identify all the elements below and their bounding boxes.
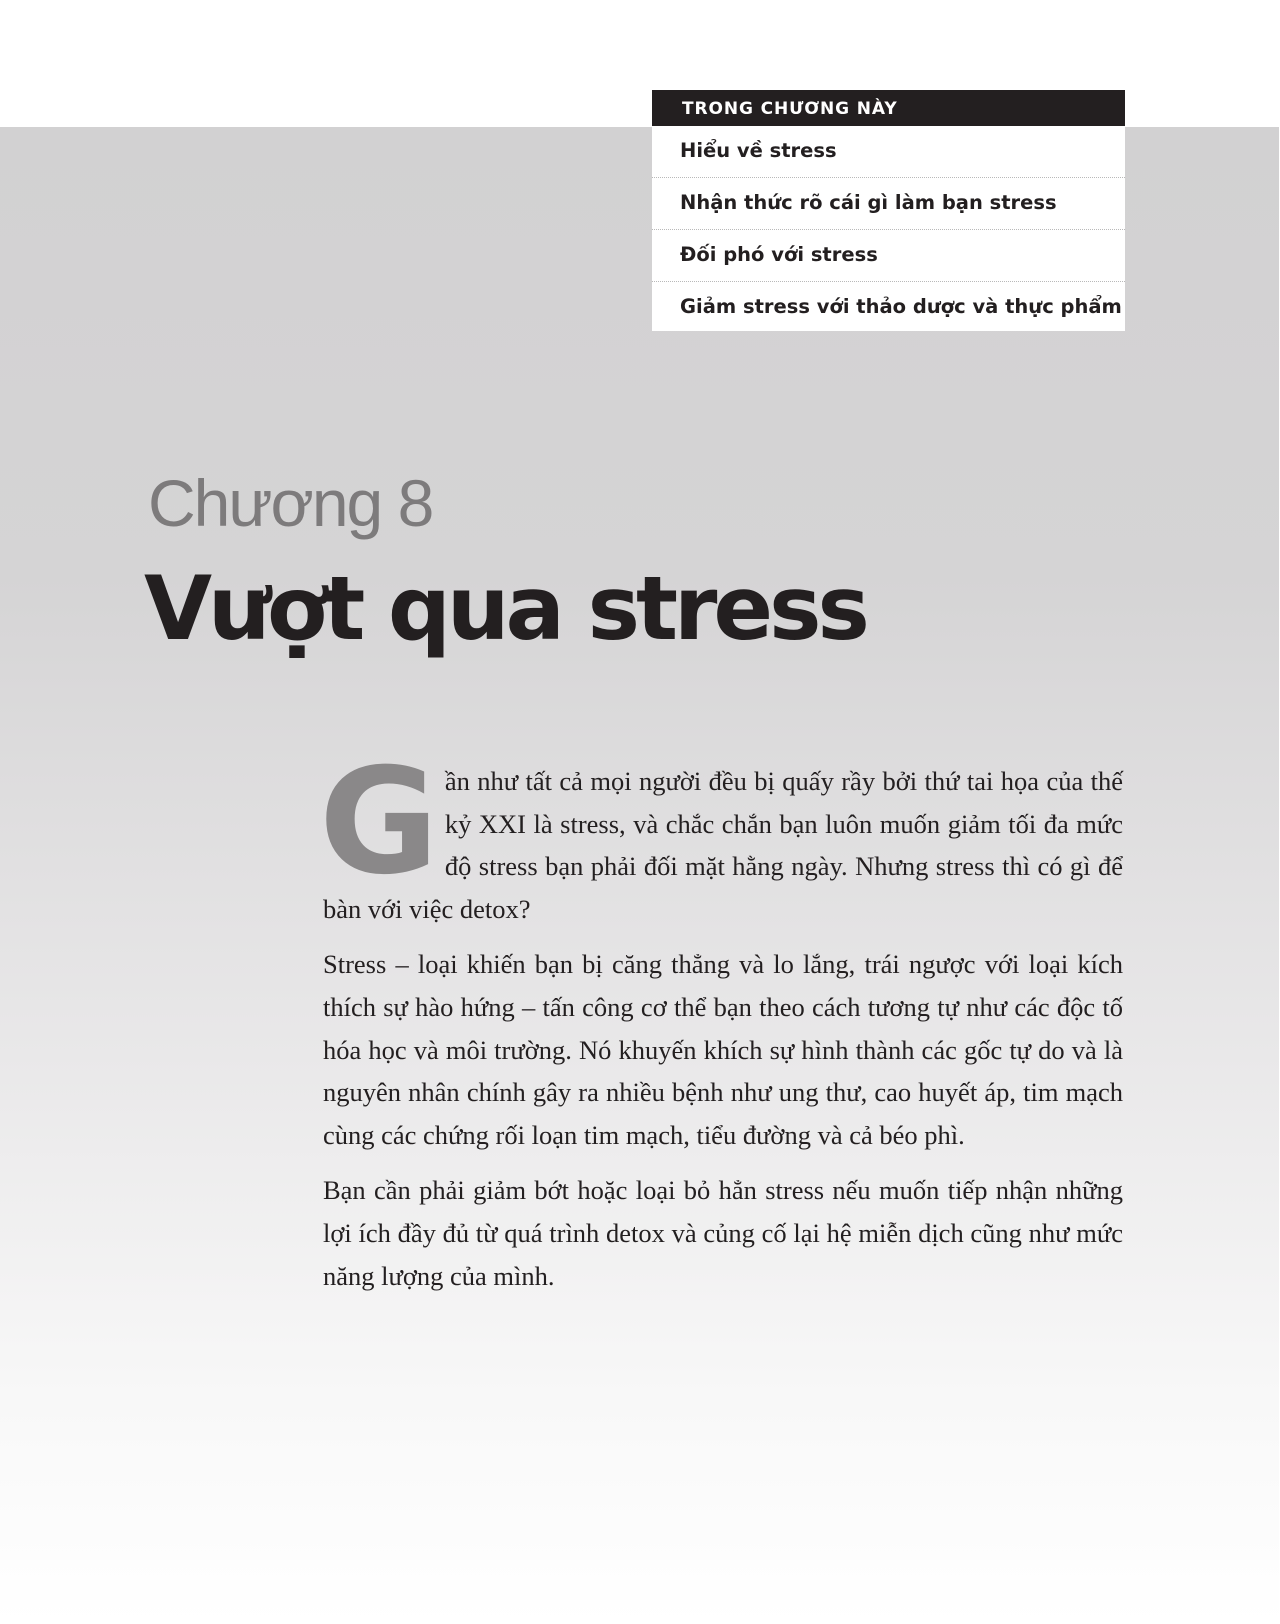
chapter-topic-item: Đối phó với stress [652, 230, 1125, 282]
chapter-title: Vượt qua stress [144, 557, 866, 660]
paragraph-text: ần như tất cả mọi người đều bị quấy rầy bởi thứ tai họa của thế kỷ XXI là stress, và chắc chắn bạn luôn muốn giảm tối đa mức độ stress bạn phải đối mặt hằng ngày. Nhưng stress thì có gì để bàn với việc detox? [323, 766, 1123, 924]
in-this-chapter-header: TRONG CHƯƠNG NÀY [652, 90, 1125, 126]
in-this-chapter-list [652, 126, 1125, 331]
chapter-topic-item: Hiểu về stress [652, 126, 1125, 178]
body-paragraph: Stress – loại khiến bạn bị căng thẳng và lo lắng, trái ngược với loại kích thích sự hào hứng – tấn công cơ thể bạn theo cách tương tự như các độc tố hóa học và môi trường. Nó khuyến khích sự hình thành các gốc tự do và là nguyên nhân chính gây ra nhiều bệnh như ung thư, cao huyết áp, tim mạch cùng các chứng rối loạn tim mạch, tiểu đường và cả béo phì. [323, 949, 1123, 1150]
chapter-number: Chương 8 [148, 466, 433, 540]
in-this-chapter-box [652, 90, 1125, 331]
body-paragraph [319, 737, 1123, 930]
chapter-body [319, 737, 1123, 1310]
drop-cap: G [319, 737, 435, 907]
chapter-topic-item: Nhận thức rõ cái gì làm bạn stress [652, 178, 1125, 230]
chapter-topic-item: Giảm stress với thảo dược và thực phẩm [680, 295, 1122, 318]
body-paragraph: Bạn cần phải giảm bớt hoặc loại bỏ hẳn stress nếu muốn tiếp nhận những lợi ích đầy đủ từ quá trình detox và củng cố lại hệ miễn dịch cũng như mức năng lượng của mình. [323, 1175, 1123, 1291]
